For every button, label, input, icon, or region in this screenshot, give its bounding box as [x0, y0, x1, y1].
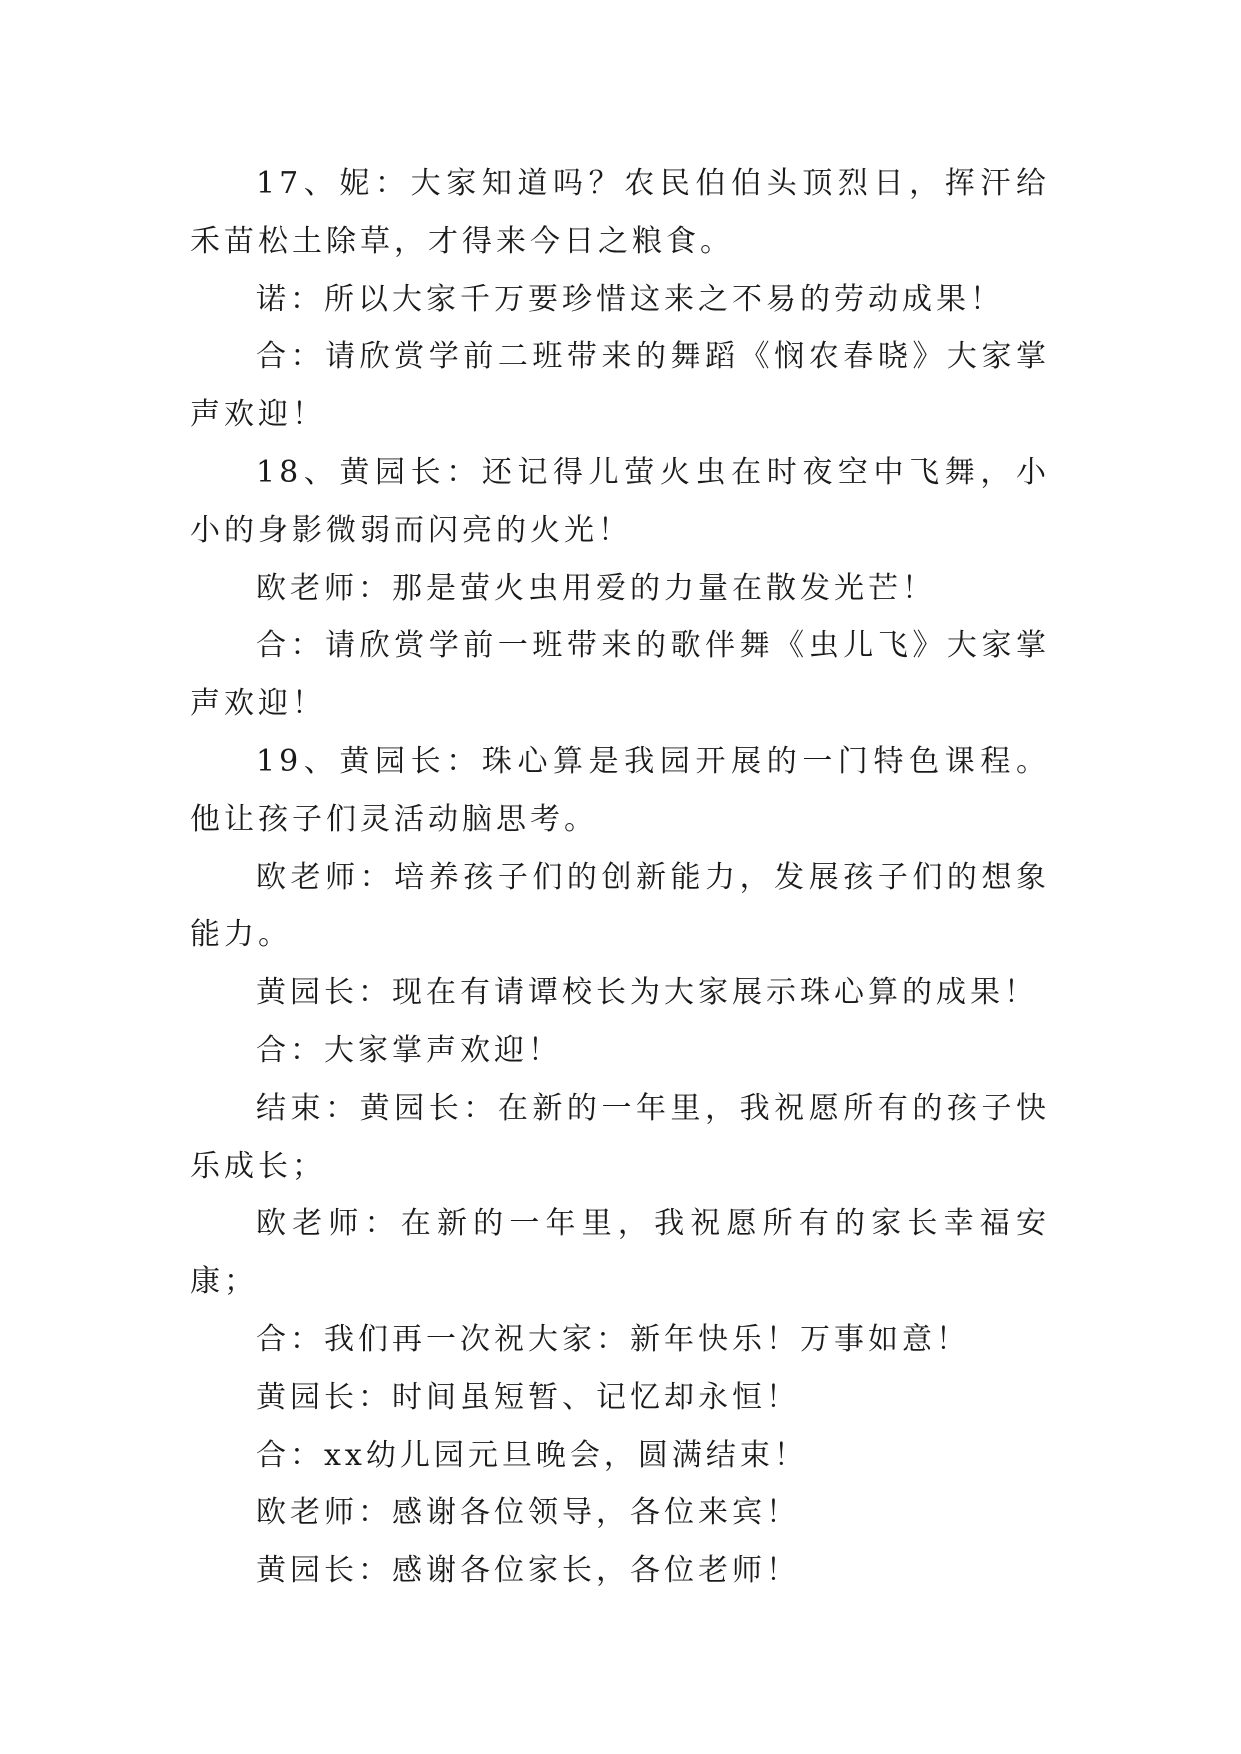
paragraph-ou-creativity: 欧老师：培养孩子们的创新能力，发展孩子们的想象能力。: [190, 859, 1050, 953]
paragraph-he-dance: 合：请欣赏学前二班带来的舞蹈《悯农春晓》大家掌声欢迎！: [190, 339, 1050, 433]
document-body: [190, 155, 1050, 1600]
paragraph-ending-huang: 结束：黄园长：在新的一年里，我祝愿所有的孩子快乐成长；: [190, 1090, 1050, 1184]
paragraph-ou-parents-wish: 欧老师：在新的一年里，我祝愿所有的家长幸福安康；: [190, 1206, 1050, 1300]
paragraph-19-huang: 19、黄园长：珠心算是我园开展的一门特色课程。他让孩子们灵活动脑思考。: [190, 743, 1050, 837]
paragraph-ou-firefly: 欧老师：那是萤火虫用爱的力量在散发光芒！: [256, 570, 936, 606]
paragraph-17-ni: 17、妮：大家知道吗？农民伯伯头顶烈日，挥汗给禾苗松土除草，才得来今日之粮食。: [190, 166, 1050, 259]
paragraph-huang-abacus: 黄园长：现在有请谭校长为大家展示珠心算的成果！: [256, 975, 1038, 1011]
paragraph-18-huang: 18、黄园长：还记得儿萤火虫在时夜空中飞舞，小小的身影微弱而闪亮的火光！: [190, 454, 1050, 548]
paragraph-nuo: 诺：所以大家千万要珍惜这来之不易的劳动成果！: [256, 281, 1004, 317]
paragraph-he-new-year: 合：我们再一次祝大家：新年快乐！万事如意！: [256, 1321, 970, 1357]
paragraph-huang-thanks-parents: 黄园长：感谢各位家长，各位老师！: [256, 1553, 800, 1589]
paragraph-he-conclusion: 合：xx幼儿园元旦晚会，圆满结束！: [256, 1437, 808, 1473]
paragraph-he-song-dance: 合：请欣赏学前一班带来的歌伴舞《虫儿飞》大家掌声欢迎！: [190, 628, 1050, 722]
paragraph-ou-thanks-guests: 欧老师：感谢各位领导，各位来宾！: [256, 1495, 800, 1531]
paragraph-huang-memory: 黄园长：时间虽短暂、记忆却永恒！: [256, 1379, 800, 1415]
paragraph-he-applause: 合：大家掌声欢迎！: [256, 1032, 562, 1068]
